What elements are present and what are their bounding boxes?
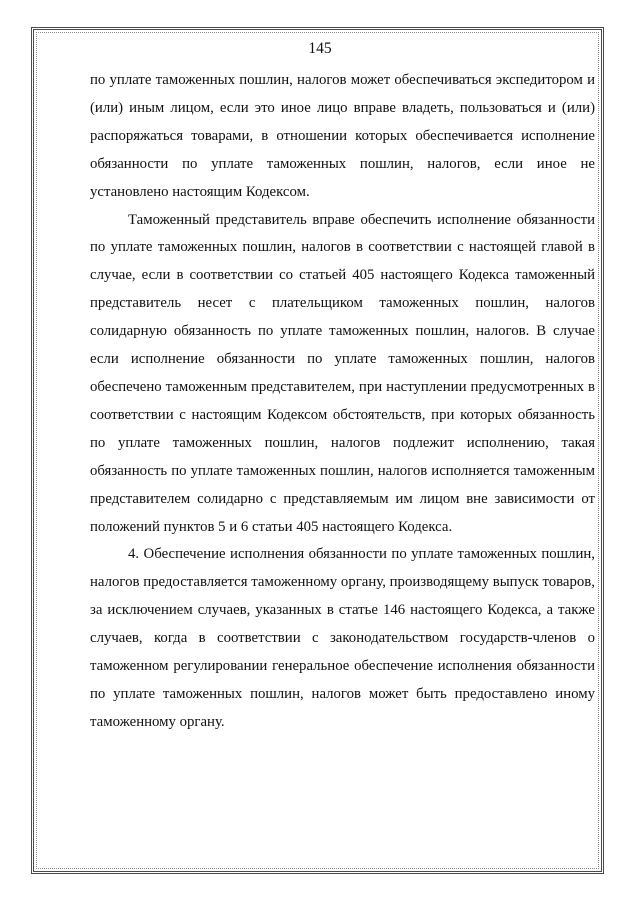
paragraph-item-4: 4. Обеспечение исполнения обязанности по уплате таможенных пошлин, налогов предоставляется таможенному органу, производящему выпуск товаров, за исключением случаев, указанных в статье 146 настоящего Кодекса, а также случаев, когда в соответствии с законодательством государств-членов о таможенном регулировании генеральное обеспечение исполнения обязанности по уплате таможенных пошлин, налогов может быть предоставлено иному таможенному органу. bbox=[90, 546, 595, 730]
document-body bbox=[90, 67, 595, 737]
paragraph-continuation: по уплате таможенных пошлин, налогов может обеспечиваться экспедитором и (или) иным лицом, если это иное лицо вправе владеть, пользоваться и (или) распоряжаться товарами, в отношении которых обеспечивается исполнение обязанности по уплате таможенных пошлин, налогов, если иное не установлено настоящим Кодексом. bbox=[90, 72, 595, 200]
page-number: 145 bbox=[308, 40, 332, 57]
paragraph-customs-representative: Таможенный представитель вправе обеспечить исполнение обязанности по уплате таможенных пошлин, налогов в соответствии с настоящей главой в случае, если в соответствии со статьей 405 настоящего Кодекса таможенный представитель несет с плательщиком таможенных пошлин, налогов солидарную обязанность по уплате таможенных пошлин, налогов. В случае если исполнение обязанности по уплате таможенных пошлин, налогов обеспечено таможенным представителем, при наступлении предусмотренных в соответствии с настоящим Кодексом обстоятельств, при которых обязанность по уплате таможенных пошлин, налогов подлежит исполнению, такая обязанность по уплате таможенных пошлин, налогов исполняется таможенным представителем солидарно с представляемым им лицом вне зависимости от положений пунктов 5 и 6 статьи 405 настоящего Кодекса. bbox=[90, 211, 595, 535]
